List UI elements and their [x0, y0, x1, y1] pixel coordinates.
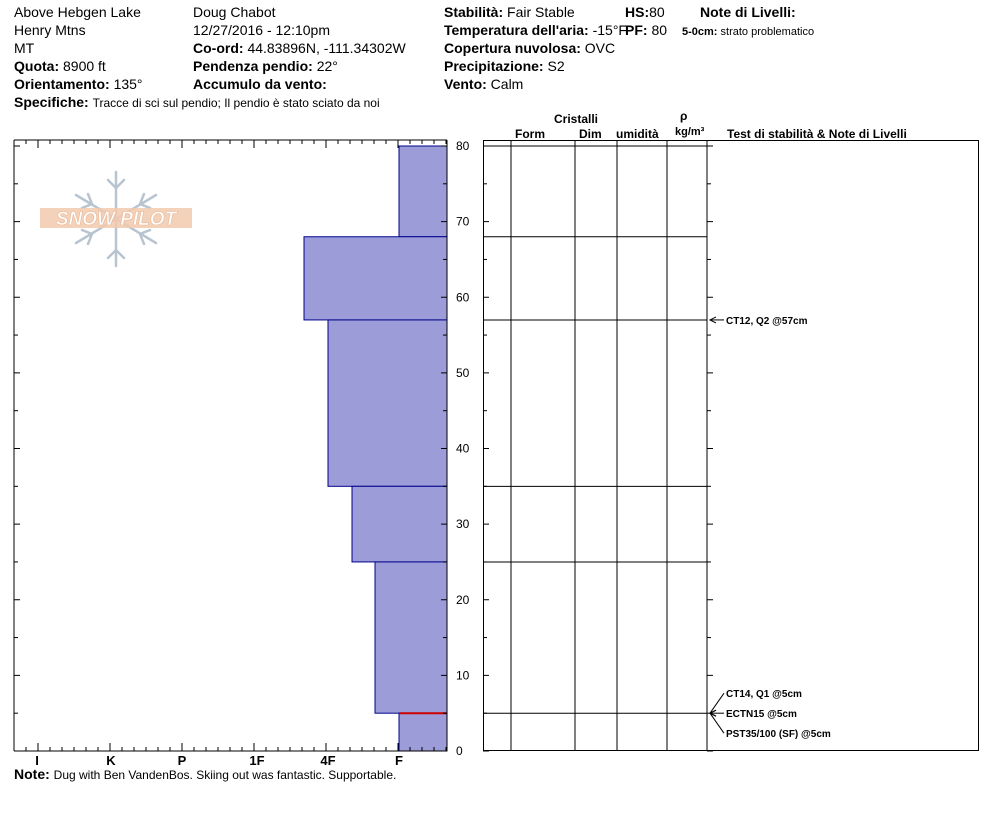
density-unit: kg/m³: [675, 126, 705, 138]
hardness-scale-label: I: [35, 753, 39, 768]
test-arrow: [710, 693, 724, 713]
size-header: Dim: [579, 127, 602, 141]
hardness-bar: [304, 237, 447, 320]
hardness-bar: [375, 562, 447, 713]
coordinates: Co-ord: 44.83896N, -111.34302W: [193, 40, 406, 56]
slope-angle: Pendenza pendio: 22°: [193, 58, 338, 74]
stability-test-note: CT12, Q2 @57cm: [726, 315, 808, 327]
tests-header: Test di stabilità & Note di Livelli: [727, 127, 907, 141]
wind: Vento: Calm: [444, 76, 524, 92]
layer-note: 5-0cm: strato problematico: [682, 26, 815, 38]
hardness-scale-label: 1F: [249, 753, 265, 768]
hardness-bar: [352, 486, 447, 562]
snow-height: HS:80: [625, 4, 665, 20]
sky-cover: Copertura nuvolosa: OVC: [444, 40, 616, 56]
depth-tick-label: 10: [456, 668, 470, 683]
hardness-scale-label: K: [106, 753, 116, 768]
hardness-scale-label: F: [395, 753, 403, 768]
hardness-profile-chart: [0, 130, 480, 780]
hardness-bar: [399, 713, 447, 751]
note: Note: Dug with Ben VandenBos. Skiing out was fantastic. Supportable.: [14, 766, 397, 782]
depth-tick-label: 40: [456, 441, 470, 456]
density-symbol: ρ: [680, 109, 688, 123]
moisture-header: umidità: [616, 127, 659, 141]
form-header: Form: [515, 127, 545, 141]
layer-notes-title: Note di Livelli:: [700, 4, 796, 20]
depth-tick-label: 60: [456, 290, 470, 305]
depth-tick-label: 30: [456, 517, 470, 532]
datetime: 12/27/2016 - 12:10pm: [193, 22, 330, 38]
layer-table: [480, 130, 985, 760]
hardness-scale-label: 4F: [320, 753, 336, 768]
hardness-bar: [399, 146, 447, 237]
specifics: Specifiche: Tracce di sci sul pendio; Il pendio è stato sciato da noi: [14, 94, 380, 110]
crystals-header: Cristalli: [554, 112, 599, 126]
mountain-range: Henry Mtns: [14, 22, 86, 38]
stability-test-note: PST35/100 (SF) @5cm: [726, 729, 831, 741]
depth-tick-label: 20: [456, 592, 470, 607]
test-arrow: [710, 713, 724, 733]
state: MT: [14, 40, 35, 56]
hardness-scale-label: P: [177, 753, 187, 768]
precipitation: Precipitazione: S2: [444, 58, 565, 74]
depth-tick-label: 0: [456, 744, 463, 758]
depth-tick-label: 70: [456, 214, 470, 229]
air-temperature: Temperatura dell'aria: -15°F: [444, 22, 627, 38]
elevation: Quota: 8900 ft: [14, 58, 106, 74]
depth-tick-label: 80: [456, 139, 470, 153]
logo-text: SNOW PILOT: [55, 209, 177, 230]
penetration-foot: PF: 80: [625, 22, 668, 38]
location: Above Hebgen Lake: [14, 4, 141, 20]
wind-loading: Accumulo da vento:: [193, 76, 327, 92]
table-border: [484, 141, 979, 751]
stability-test-note: ECTN15 @5cm: [726, 709, 797, 721]
stability-test-note: CT14, Q1 @5cm: [726, 689, 802, 701]
observer: Doug Chabot: [193, 4, 276, 20]
hardness-bar: [328, 320, 447, 486]
stability: Stabilità: Fair Stable: [444, 4, 575, 20]
depth-tick-label: 50: [456, 365, 470, 380]
aspect: Orientamento: 135°: [14, 76, 143, 92]
